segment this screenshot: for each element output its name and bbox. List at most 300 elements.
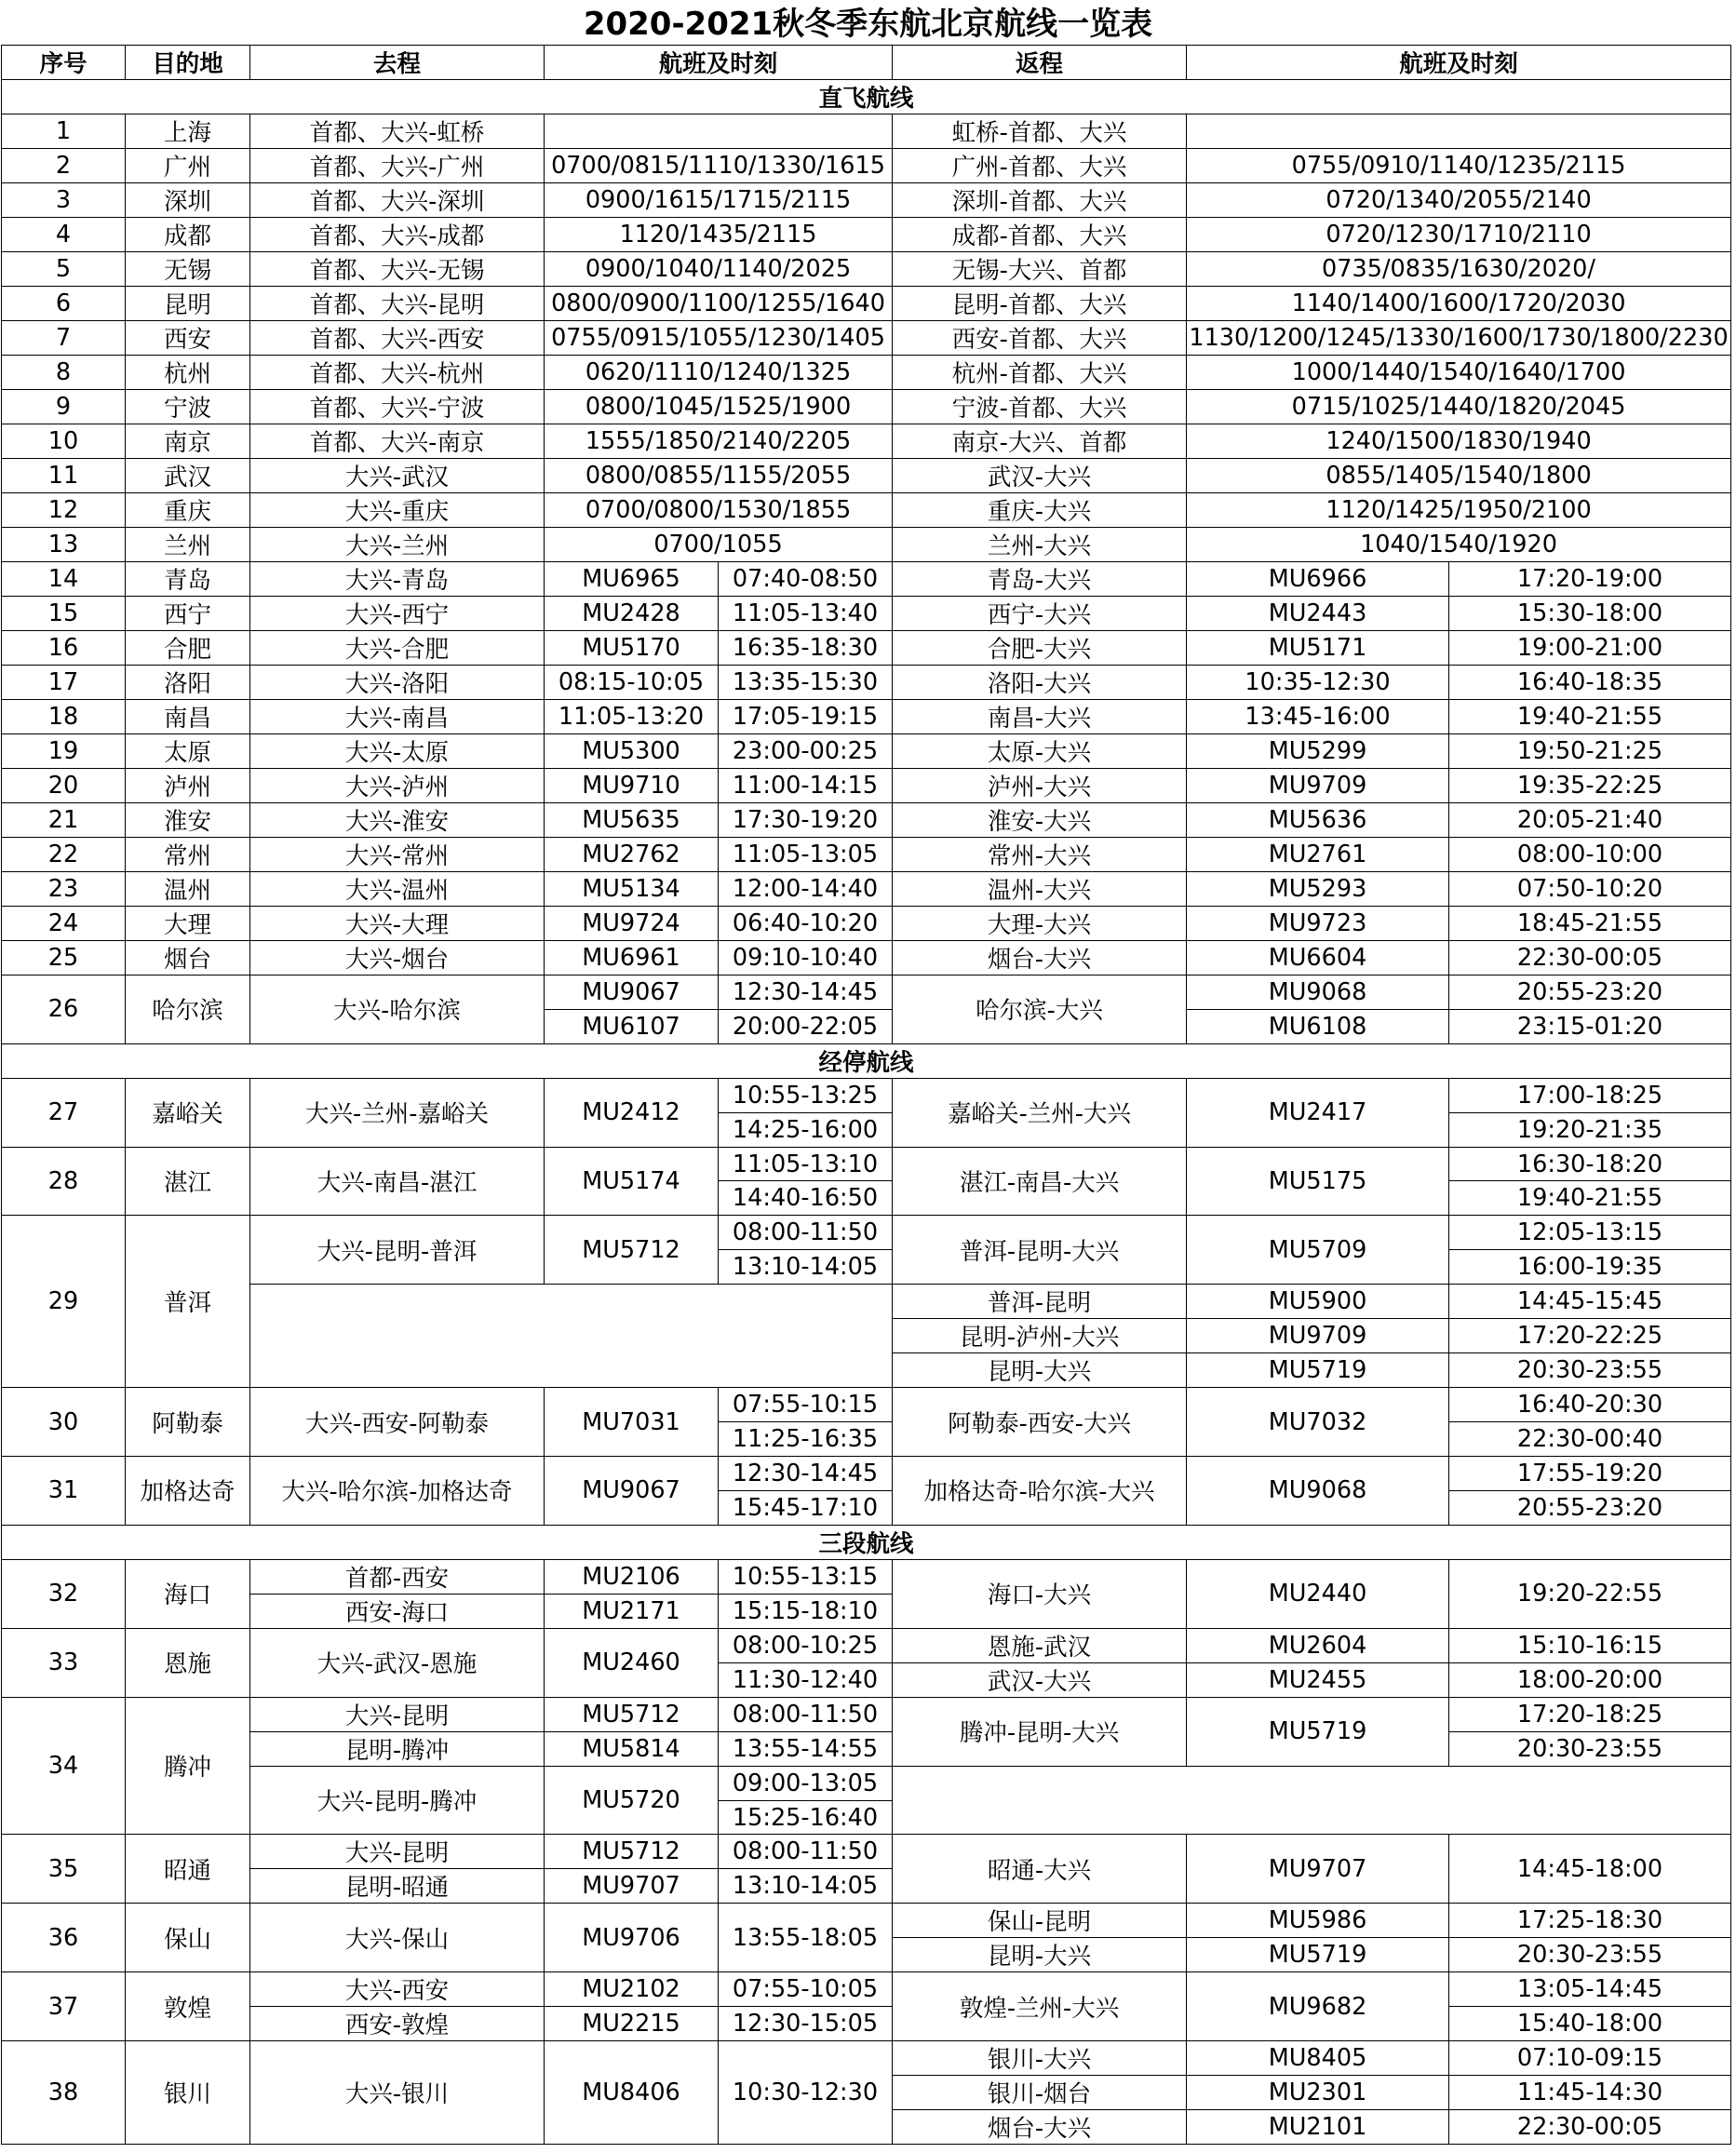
row-ret-flight: MU6966 (1187, 562, 1449, 597)
row-dest: 洛阳 (126, 666, 250, 700)
row-out-flight: MU6961 (545, 941, 719, 976)
row-ret-flight: MU5719 (1187, 1353, 1449, 1388)
row-dest: 合肥 (126, 631, 250, 666)
row-out: 大兴-昆明-普洱 (250, 1216, 545, 1285)
table-row (2, 1456, 1731, 1490)
row-ret-flight: MU6604 (1187, 941, 1449, 976)
row-ret: 西安-首都、大兴 (893, 321, 1187, 356)
table-row (2, 1731, 1731, 1766)
row-dest: 武汉 (126, 459, 250, 493)
row-ret: 常州-大兴 (893, 838, 1187, 872)
row-out-flight: MU2428 (545, 597, 719, 631)
row-out-flight: MU2215 (545, 2007, 719, 2041)
row-out: 西安-海口 (250, 1594, 545, 1628)
row-out-time: 11:00-14:15 (719, 769, 893, 803)
row-ret-flight: MU5636 (1187, 803, 1449, 838)
row-ret-flight: MU9068 (1187, 976, 1449, 1010)
row-out-flight: MU9067 (545, 976, 719, 1010)
row-ret-flight: MU9723 (1187, 907, 1449, 941)
row-out-flight: 11:05-13:20 (545, 700, 719, 734)
row-ret-time: 23:15-01:20 (1449, 1009, 1731, 1043)
row-out-time: 09:10-10:40 (719, 941, 893, 976)
row-ret-flight: MU2604 (1187, 1628, 1449, 1662)
row-out-time: 12:00-14:40 (719, 872, 893, 907)
row-ret-time: 14:45-15:45 (1449, 1285, 1731, 1319)
row-ret-times: 0855/1405/1540/1800 (1187, 459, 1731, 493)
row-ret-flight: MU2440 (1187, 1559, 1449, 1628)
row-no: 32 (2, 1559, 126, 1628)
table-row (2, 1766, 1731, 1800)
row-out-time: 17:05-19:15 (719, 700, 893, 734)
table-row (2, 287, 1731, 321)
table-row (2, 114, 1731, 149)
row-ret-flight: MU9682 (1187, 1972, 1449, 2041)
row-out-time: 11:25-16:35 (719, 1422, 893, 1457)
row-out-time: 23:00-00:25 (719, 734, 893, 769)
row-no: 9 (2, 390, 126, 424)
row-dest: 烟台 (126, 941, 250, 976)
row-out-times: 0620/1110/1240/1325 (545, 356, 893, 390)
row-no: 17 (2, 666, 126, 700)
table-header (2, 46, 1731, 80)
row-no: 34 (2, 1697, 126, 1835)
row-out: 大兴-烟台 (250, 941, 545, 976)
row-ret: 保山-昆明 (893, 1904, 1187, 1938)
row-ret-time: 16:40-18:35 (1449, 666, 1731, 700)
row-ret-times: 1140/1400/1600/1720/2030 (1187, 287, 1731, 321)
table-row (2, 1559, 1731, 1594)
row-ret-time: 20:55-23:20 (1449, 976, 1731, 1010)
row-no: 28 (2, 1147, 126, 1216)
row-out: 大兴-常州 (250, 838, 545, 872)
row-ret-flight: MU2455 (1187, 1662, 1449, 1697)
row-ret: 宁波-首都、大兴 (893, 390, 1187, 424)
row-out-time: 10:30-12:30 (719, 2041, 893, 2145)
row-no: 10 (2, 424, 126, 459)
table-row (2, 528, 1731, 562)
row-out: 大兴-太原 (250, 734, 545, 769)
row-out-time: 20:00-22:05 (719, 1009, 893, 1043)
row-ret-time: 17:55-19:20 (1449, 1456, 1731, 1490)
row-ret: 泸州-大兴 (893, 769, 1187, 803)
row-out-times: 1555/1850/2140/2205 (545, 424, 893, 459)
row-out: 大兴-青岛 (250, 562, 545, 597)
row-ret-flight: MU6108 (1187, 1009, 1449, 1043)
table-row (2, 321, 1731, 356)
row-out-flight: MU9724 (545, 907, 719, 941)
row-dest: 淮安 (126, 803, 250, 838)
row-ret: 昆明-首都、大兴 (893, 287, 1187, 321)
row-no: 14 (2, 562, 126, 597)
row-ret: 阿勒泰-西安-大兴 (893, 1388, 1187, 1457)
row-ret: 南京-大兴、首都 (893, 424, 1187, 459)
row-dest: 昆明 (126, 287, 250, 321)
row-ret-time: 15:30-18:00 (1449, 597, 1731, 631)
row-out-flight: MU5134 (545, 872, 719, 907)
row-no: 3 (2, 183, 126, 218)
row-no: 16 (2, 631, 126, 666)
row-ret: 虹桥-首都、大兴 (893, 114, 1187, 149)
row-ret: 银川-大兴 (893, 2041, 1187, 2076)
row-out-times: 0755/0915/1055/1230/1405 (545, 321, 893, 356)
row-ret-time: 14:45-18:00 (1449, 1835, 1731, 1904)
row-no: 27 (2, 1078, 126, 1147)
row-out: 大兴-武汉-恩施 (250, 1628, 545, 1697)
row-no: 25 (2, 941, 126, 976)
row-out: 大兴-兰州-嘉峪关 (250, 1078, 545, 1147)
row-out-time: 08:00-11:50 (719, 1216, 893, 1250)
row-ret-time: 20:30-23:55 (1449, 1731, 1731, 1766)
empty-cell (893, 1766, 1731, 1835)
row-ret-time: 08:00-10:00 (1449, 838, 1731, 872)
row-out: 大兴-泸州 (250, 769, 545, 803)
row-ret: 敦煌-兰州-大兴 (893, 1972, 1187, 2041)
row-dest: 南京 (126, 424, 250, 459)
row-out-time: 16:35-18:30 (719, 631, 893, 666)
table-row (2, 700, 1731, 734)
row-ret-time: 17:20-22:25 (1449, 1319, 1731, 1353)
row-no: 29 (2, 1216, 126, 1388)
row-out-flight: MU5174 (545, 1147, 719, 1216)
row-out-time: 09:00-13:05 (719, 1766, 893, 1800)
row-ret-time: 19:20-22:55 (1449, 1559, 1731, 1628)
row-out: 首都、大兴-虹桥 (250, 114, 545, 149)
row-dest: 广州 (126, 149, 250, 183)
row-out-flight: MU5720 (545, 1766, 719, 1835)
row-out-time: 13:10-14:05 (719, 1869, 893, 1904)
row-no: 8 (2, 356, 126, 390)
table-row (2, 2007, 1731, 2041)
table-row (2, 218, 1731, 252)
row-dest: 银川 (126, 2041, 250, 2145)
table-row (2, 1697, 1731, 1731)
row-ret-flight: MU9068 (1187, 1456, 1449, 1525)
row-ret-flight: MU5986 (1187, 1904, 1449, 1938)
row-no: 31 (2, 1456, 126, 1525)
page-title: 2020-2021秋冬季东航北京航线一览表 (583, 6, 1153, 43)
row-out-flight: MU2762 (545, 838, 719, 872)
row-out-time: 10:55-13:25 (719, 1078, 893, 1112)
row-out: 大兴-银川 (250, 2041, 545, 2145)
row-out: 首都、大兴-西安 (250, 321, 545, 356)
row-out: 大兴-温州 (250, 872, 545, 907)
row-ret-flight: MU8405 (1187, 2041, 1449, 2076)
table-row (2, 1972, 1731, 2007)
row-ret: 昆明-大兴 (893, 1353, 1187, 1388)
table-row (2, 976, 1731, 1010)
row-no: 24 (2, 907, 126, 941)
route-table (1, 45, 1731, 2145)
row-out-times: 0800/0900/1100/1255/1640 (545, 287, 893, 321)
row-out-time: 13:10-14:05 (719, 1250, 893, 1285)
row-ret-times: 1000/1440/1540/1640/1700 (1187, 356, 1731, 390)
row-out: 首都、大兴-昆明 (250, 287, 545, 321)
row-ret-time: 20:30-23:55 (1449, 1353, 1731, 1388)
row-out: 首都、大兴-广州 (250, 149, 545, 183)
row-out-flight: MU6965 (545, 562, 719, 597)
row-out: 昆明-昭通 (250, 1869, 545, 1904)
row-ret: 恩施-武汉 (893, 1628, 1187, 1662)
row-ret-times: 0715/1025/1440/1820/2045 (1187, 390, 1731, 424)
row-no: 6 (2, 287, 126, 321)
row-ret-time: 16:40-20:30 (1449, 1388, 1731, 1422)
row-dest: 保山 (126, 1904, 250, 1972)
table-row (2, 1628, 1731, 1662)
row-ret-times: 1040/1540/1920 (1187, 528, 1731, 562)
table-row (2, 562, 1731, 597)
row-no: 23 (2, 872, 126, 907)
row-dest: 南昌 (126, 700, 250, 734)
row-out: 大兴-南昌-湛江 (250, 1147, 545, 1216)
row-out-flight: MU9707 (545, 1869, 719, 1904)
row-out: 大兴-南昌 (250, 700, 545, 734)
row-out-flight: MU2412 (545, 1078, 719, 1147)
row-ret: 洛阳-大兴 (893, 666, 1187, 700)
row-out: 昆明-腾冲 (250, 1731, 545, 1766)
row-out-time: 07:55-10:15 (719, 1388, 893, 1422)
table-row (2, 803, 1731, 838)
row-no: 33 (2, 1628, 126, 1697)
row-ret: 烟台-大兴 (893, 941, 1187, 976)
row-ret: 温州-大兴 (893, 872, 1187, 907)
row-out: 大兴-昆明 (250, 1835, 545, 1869)
row-no: 35 (2, 1835, 126, 1904)
row-ret-time: 17:25-18:30 (1449, 1904, 1731, 1938)
row-dest: 兰州 (126, 528, 250, 562)
row-ret: 淮安-大兴 (893, 803, 1187, 838)
section-direct: 直飞航线 (2, 80, 1731, 114)
table-row (2, 390, 1731, 424)
row-ret-time: 19:50-21:25 (1449, 734, 1731, 769)
row-out-time: 12:30-15:05 (719, 2007, 893, 2041)
table-row (2, 1285, 1731, 1319)
row-out-flight: MU7031 (545, 1388, 719, 1457)
row-out-flight: MU2171 (545, 1594, 719, 1628)
row-ret: 昆明-大兴 (893, 1938, 1187, 1972)
row-ret-time: 15:10-16:15 (1449, 1628, 1731, 1662)
table-row (2, 597, 1731, 631)
row-no: 26 (2, 976, 126, 1044)
table-row (2, 1904, 1731, 1938)
row-dest: 海口 (126, 1559, 250, 1628)
row-out: 大兴-西安 (250, 1972, 545, 2007)
row-ret-time: 13:05-14:45 (1449, 1972, 1731, 2007)
section-three-leg: 三段航线 (2, 1525, 1731, 1559)
row-out-time: 12:30-14:45 (719, 976, 893, 1010)
row-out-flight: MU5300 (545, 734, 719, 769)
row-ret-times: 1130/1200/1245/1330/1600/1730/1800/2230 (1187, 321, 1731, 356)
row-out: 大兴-昆明-腾冲 (250, 1766, 545, 1835)
row-out-time: 13:55-18:05 (719, 1904, 893, 1972)
row-dest: 宁波 (126, 390, 250, 424)
table-row (2, 631, 1731, 666)
row-out-time: 07:40-08:50 (719, 562, 893, 597)
row-out: 首都、大兴-成都 (250, 218, 545, 252)
row-ret: 嘉峪关-兰州-大兴 (893, 1078, 1187, 1147)
row-out-time: 14:40-16:50 (719, 1181, 893, 1216)
row-out-times: 0900/1040/1140/2025 (545, 252, 893, 287)
row-no: 1 (2, 114, 126, 149)
row-out-time: 14:25-16:00 (719, 1112, 893, 1147)
row-ret-times: 0720/1230/1710/2110 (1187, 218, 1731, 252)
row-dest: 昭通 (126, 1835, 250, 1904)
row-dest: 成都 (126, 218, 250, 252)
row-no: 18 (2, 700, 126, 734)
row-dest: 太原 (126, 734, 250, 769)
row-out: 西安-敦煌 (250, 2007, 545, 2041)
header-out: 去程 (250, 46, 545, 80)
table-row (2, 907, 1731, 941)
section-stopover: 经停航线 (2, 1043, 1731, 1078)
row-out-flight: MU9710 (545, 769, 719, 803)
row-no: 15 (2, 597, 126, 631)
row-ret-flight: MU2417 (1187, 1078, 1449, 1147)
row-dest: 哈尔滨 (126, 976, 250, 1044)
row-out-flight: MU5712 (545, 1697, 719, 1731)
row-out-time: 13:35-15:30 (719, 666, 893, 700)
row-ret: 广州-首都、大兴 (893, 149, 1187, 183)
row-out-time: 12:30-14:45 (719, 1456, 893, 1490)
row-ret: 深圳-首都、大兴 (893, 183, 1187, 218)
row-ret-time: 12:05-13:15 (1449, 1216, 1731, 1250)
header-ret-flights: 航班及时刻 (1187, 46, 1731, 80)
row-out-flight: MU2460 (545, 1628, 719, 1697)
row-out: 大兴-昆明 (250, 1697, 545, 1731)
row-out: 大兴-淮安 (250, 803, 545, 838)
row-no: 36 (2, 1904, 126, 1972)
row-out: 大兴-洛阳 (250, 666, 545, 700)
row-out: 首都、大兴-杭州 (250, 356, 545, 390)
row-out-time: 11:05-13:40 (719, 597, 893, 631)
row-out-flight: MU8406 (545, 2041, 719, 2145)
row-dest: 嘉峪关 (126, 1078, 250, 1147)
row-out: 大兴-哈尔滨 (250, 976, 545, 1044)
row-ret: 重庆-大兴 (893, 493, 1187, 528)
table-row (2, 424, 1731, 459)
table-row (2, 666, 1731, 700)
table-row (2, 769, 1731, 803)
row-no: 13 (2, 528, 126, 562)
table-row (2, 252, 1731, 287)
row-ret-time: 19:00-21:00 (1449, 631, 1731, 666)
row-ret-flight: MU2443 (1187, 597, 1449, 631)
row-ret-time: 15:40-18:00 (1449, 2007, 1731, 2041)
row-no: 38 (2, 2041, 126, 2145)
row-out-flight: MU5170 (545, 631, 719, 666)
row-out-time: 15:25-16:40 (719, 1800, 893, 1835)
row-out: 首都、大兴-南京 (250, 424, 545, 459)
row-ret-time: 17:20-19:00 (1449, 562, 1731, 597)
row-out-time: 08:00-10:25 (719, 1628, 893, 1662)
row-out: 首都、大兴-宁波 (250, 390, 545, 424)
row-ret-times: 0755/0910/1140/1235/2115 (1187, 149, 1731, 183)
row-out-time: 13:55-14:55 (719, 1731, 893, 1766)
empty-cell (250, 1285, 893, 1388)
row-no: 20 (2, 769, 126, 803)
row-ret: 杭州-首都、大兴 (893, 356, 1187, 390)
row-out-flight: MU2106 (545, 1559, 719, 1594)
row-ret: 加格达奇-哈尔滨-大兴 (893, 1456, 1187, 1525)
row-dest: 西安 (126, 321, 250, 356)
row-out-times: 0700/0815/1110/1330/1615 (545, 149, 893, 183)
row-ret-flight: MU2101 (1187, 2110, 1449, 2145)
row-ret-time: 11:45-14:30 (1449, 2076, 1731, 2110)
row-ret: 湛江-南昌-大兴 (893, 1147, 1187, 1216)
row-out-time: 06:40-10:20 (719, 907, 893, 941)
row-ret-flight: MU7032 (1187, 1388, 1449, 1457)
header-out-flights: 航班及时刻 (545, 46, 893, 80)
row-ret: 普洱-昆明-大兴 (893, 1216, 1187, 1285)
row-out: 大兴-西安-阿勒泰 (250, 1388, 545, 1457)
row-out-time: 15:15-18:10 (719, 1594, 893, 1628)
row-ret: 烟台-大兴 (893, 2110, 1187, 2145)
row-no: 12 (2, 493, 126, 528)
row-out-times (545, 114, 893, 149)
row-dest: 湛江 (126, 1147, 250, 1216)
row-ret-time: 16:30-18:20 (1449, 1147, 1731, 1181)
row-dest: 无锡 (126, 252, 250, 287)
row-ret-time: 18:00-20:00 (1449, 1662, 1731, 1697)
row-ret: 普洱-昆明 (893, 1285, 1187, 1319)
row-ret-time: 22:30-00:05 (1449, 2110, 1731, 2145)
table-row (2, 493, 1731, 528)
row-ret-flight: MU2301 (1187, 2076, 1449, 2110)
row-no: 11 (2, 459, 126, 493)
row-out: 首都、大兴-无锡 (250, 252, 545, 287)
table-row (2, 183, 1731, 218)
row-no: 19 (2, 734, 126, 769)
row-ret: 成都-首都、大兴 (893, 218, 1187, 252)
row-dest: 加格达奇 (126, 1456, 250, 1525)
row-ret: 海口-大兴 (893, 1559, 1187, 1628)
table-row (2, 838, 1731, 872)
row-no: 4 (2, 218, 126, 252)
row-out-times: 0900/1615/1715/2115 (545, 183, 893, 218)
row-ret: 太原-大兴 (893, 734, 1187, 769)
row-ret-flight: MU5709 (1187, 1216, 1449, 1285)
row-out: 大兴-合肥 (250, 631, 545, 666)
row-ret: 武汉-大兴 (893, 1662, 1187, 1697)
row-ret: 青岛-大兴 (893, 562, 1187, 597)
row-ret-flight: MU5900 (1187, 1285, 1449, 1319)
row-ret: 西宁-大兴 (893, 597, 1187, 631)
row-out-times: 0800/0855/1155/2055 (545, 459, 893, 493)
row-out-time: 11:30-12:40 (719, 1662, 893, 1697)
row-ret-flight: MU9709 (1187, 769, 1449, 803)
row-ret: 武汉-大兴 (893, 459, 1187, 493)
row-out-time: 10:55-13:15 (719, 1559, 893, 1594)
row-out-flight: 08:15-10:05 (545, 666, 719, 700)
row-out-times: 0700/0800/1530/1855 (545, 493, 893, 528)
table-row (2, 872, 1731, 907)
row-out-time: 17:30-19:20 (719, 803, 893, 838)
table-row (2, 1835, 1731, 1869)
row-dest: 温州 (126, 872, 250, 907)
row-out-flight: MU5712 (545, 1835, 719, 1869)
row-ret-time: 22:30-00:05 (1449, 941, 1731, 976)
row-out-times: 0700/1055 (545, 528, 893, 562)
row-ret-time: 20:30-23:55 (1449, 1938, 1731, 1972)
row-ret-time: 18:45-21:55 (1449, 907, 1731, 941)
row-out-times: 0800/1045/1525/1900 (545, 390, 893, 424)
row-out-times: 1120/1435/2115 (545, 218, 893, 252)
table-row (2, 941, 1731, 976)
row-dest: 普洱 (126, 1216, 250, 1388)
header-dest: 目的地 (126, 46, 250, 80)
row-out: 大兴-西宁 (250, 597, 545, 631)
row-dest: 腾冲 (126, 1697, 250, 1835)
row-ret-flight: MU5171 (1187, 631, 1449, 666)
